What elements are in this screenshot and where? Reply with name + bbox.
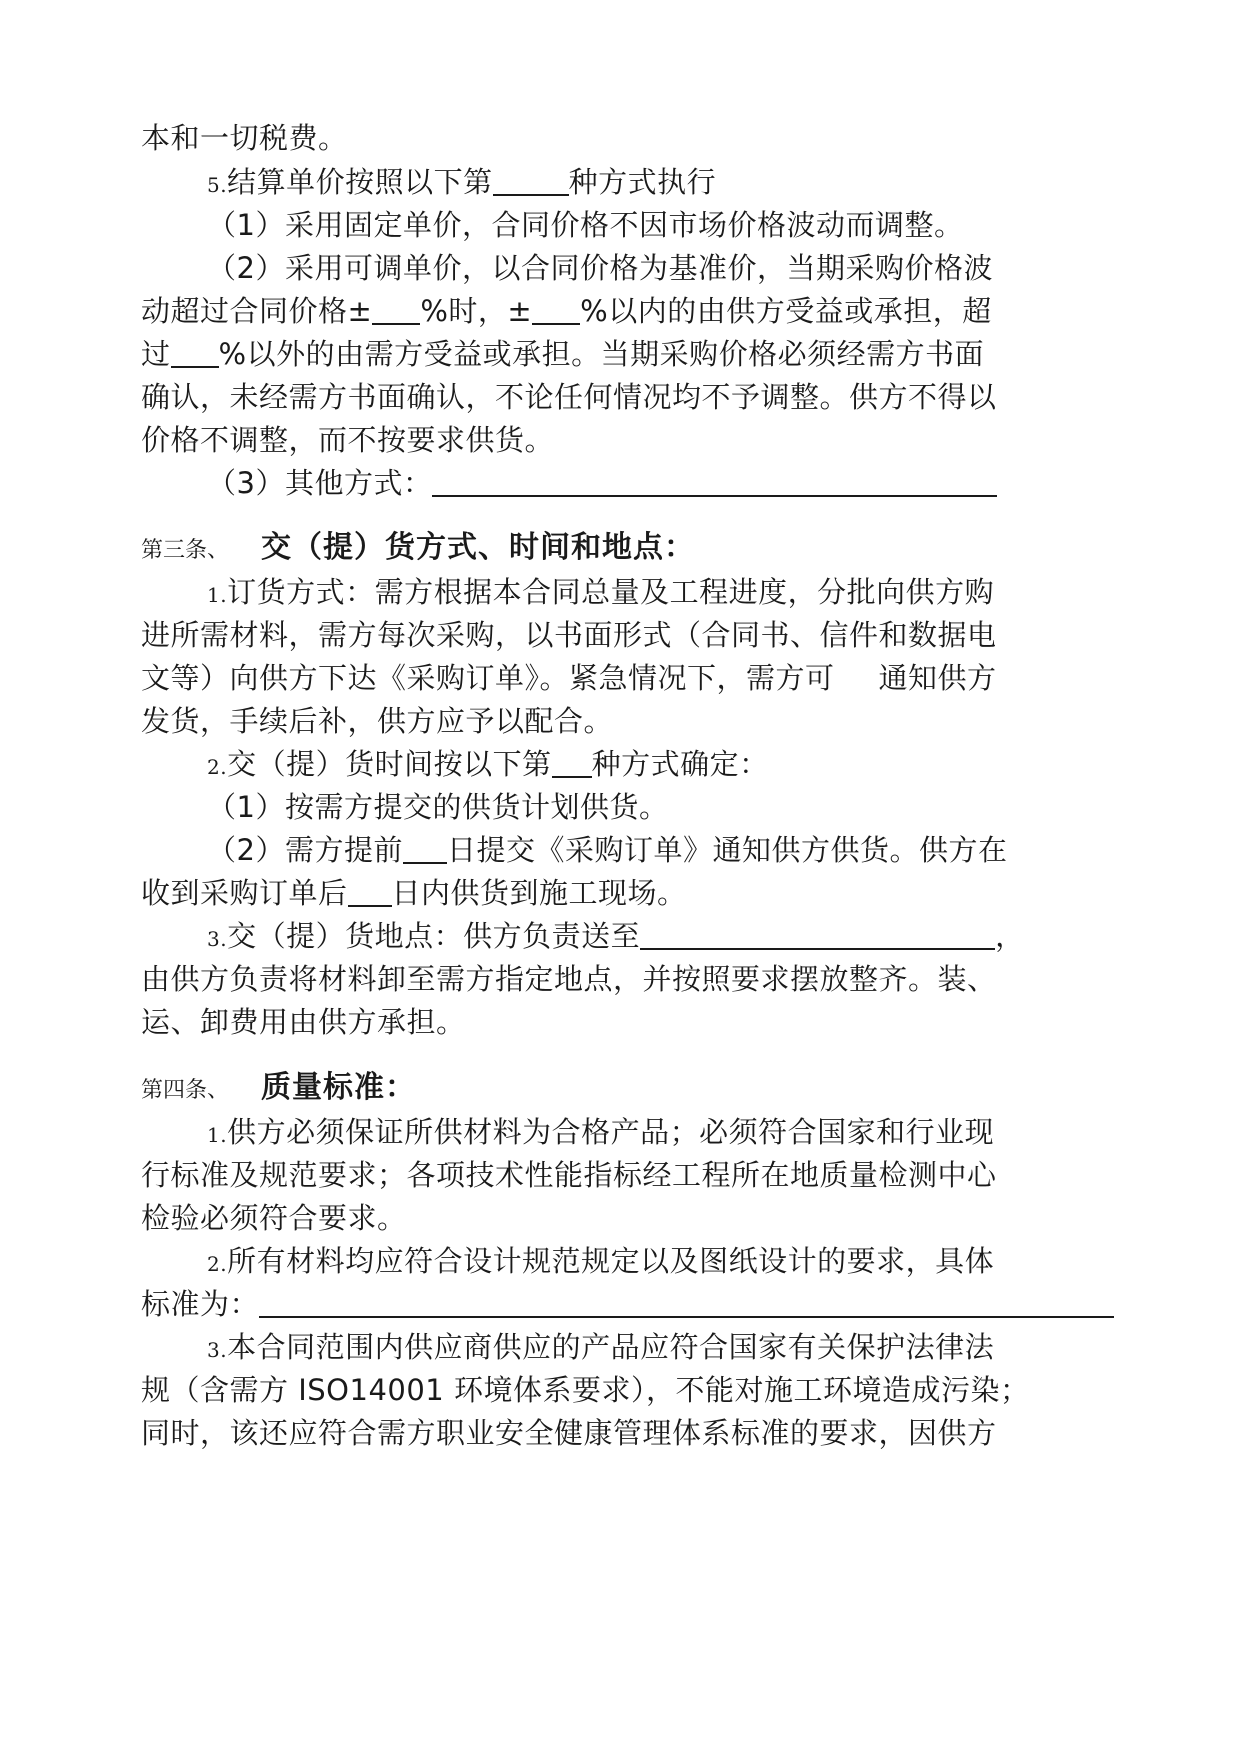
option-2-line: （2）需方提前 日提交《采购订单》通知供方供货。供方在: [207, 833, 1008, 867]
fill-blank[interactable]: [171, 336, 219, 368]
item-number: 3.: [207, 1338, 228, 1362]
paragraph-line: 过 %以外的由需方受益或承担。当期采购价格必须经需方书面: [141, 337, 985, 371]
fill-blank[interactable]: [348, 875, 392, 907]
paragraph-line: 标准为：: [141, 1284, 1114, 1324]
paragraph-line: 行标准及规范要求；各项技术性能指标经工程所在地质量检测中心: [141, 1158, 997, 1192]
clause-5-line: 5.结算单价按照以下第 种方式执行: [207, 165, 717, 199]
option-3-line: （3）其他方式：: [207, 463, 997, 503]
fill-blank[interactable]: [493, 164, 569, 196]
clause-2-line: 2.所有材料均应符合设计规范规定以及图纸设计的要求，具体: [207, 1244, 995, 1278]
item-number: 1.: [207, 1123, 228, 1147]
paragraph-line: 规（含需方 ISO14001 环境体系要求），不能对施工环境造成污染；: [141, 1373, 1030, 1407]
fill-blank[interactable]: [403, 832, 447, 864]
paragraph-line: 同时，该还应符合需方职业安全健康管理体系标准的要求，因供方: [141, 1416, 997, 1450]
option-1-line: （1）按需方提交的供货计划供货。: [207, 790, 669, 824]
item-number: 1.: [207, 583, 228, 607]
clause-1-line: 1.订货方式：需方根据本合同总量及工程进度，分批向供方购: [207, 575, 995, 609]
fill-blank[interactable]: [552, 746, 592, 778]
paragraph-line: 收到采购订单后 日内供货到施工现场。: [141, 876, 687, 910]
paragraph-line: 由供方负责将材料卸至需方指定地点，并按照要求摆放整齐。装、: [141, 962, 997, 996]
paragraph-line: 进所需材料，需方每次采购，以书面形式（合同书、信件和数据电: [141, 618, 997, 652]
fill-blank[interactable]: [532, 293, 580, 325]
item-number: 2.: [207, 755, 228, 779]
paragraph-line: 检验必须符合要求。: [141, 1201, 407, 1235]
fill-blank[interactable]: [259, 1286, 1114, 1318]
paragraph-line: 确认，未经需方书面确认，不论任何情况均不予调整。供方不得以: [141, 380, 997, 414]
article-title: 交（提）货方式、时间和地点：: [261, 530, 695, 565]
paragraph-line: 本和一切税费。: [141, 121, 348, 155]
item-number: 2.: [207, 1252, 228, 1276]
item-number: 5.: [207, 173, 228, 197]
fill-blank[interactable]: [640, 918, 995, 950]
clause-1-line: 1.供方必须保证所供材料为合格产品；必须符合国家和行业现: [207, 1115, 995, 1149]
fill-blank[interactable]: [372, 293, 420, 325]
paragraph-line: 运、卸费用由供方承担。: [141, 1005, 466, 1039]
option-1-line: （1）采用固定单价，合同价格不因市场价格波动而调整。: [207, 208, 964, 242]
clause-2-line: 2.交（提）货时间按以下第 种方式确定：: [207, 747, 769, 781]
article-number: 第四条、: [141, 1078, 230, 1103]
paragraph-line: 动超过合同价格± %时，± %以内的由供方受益或承担，超: [141, 294, 992, 328]
paragraph-line: 发货，手续后补，供方应予以配合。: [141, 704, 614, 738]
clause-3-line: 3.交（提）货地点：供方负责送至 ，: [207, 919, 1025, 953]
clause-3-line: 3.本合同范围内供应商供应的产品应符合国家有关保护法律法: [207, 1330, 995, 1364]
paragraph-line: 文等）向供方下达《采购订单》。紧急情况下，需方可 通知供方: [141, 661, 997, 695]
option-2-line: （2）采用可调单价，以合同价格为基准价，当期采购价格波: [207, 251, 993, 285]
fill-blank[interactable]: [432, 465, 997, 497]
article-4-heading: [141, 1068, 416, 1112]
article-number: 第三条、: [141, 538, 230, 563]
item-number: 3.: [207, 927, 228, 951]
article-title: 质量标准：: [261, 1070, 416, 1105]
article-3-heading: [141, 528, 695, 572]
paragraph-line: 价格不调整，而不按要求供货。: [141, 423, 555, 457]
